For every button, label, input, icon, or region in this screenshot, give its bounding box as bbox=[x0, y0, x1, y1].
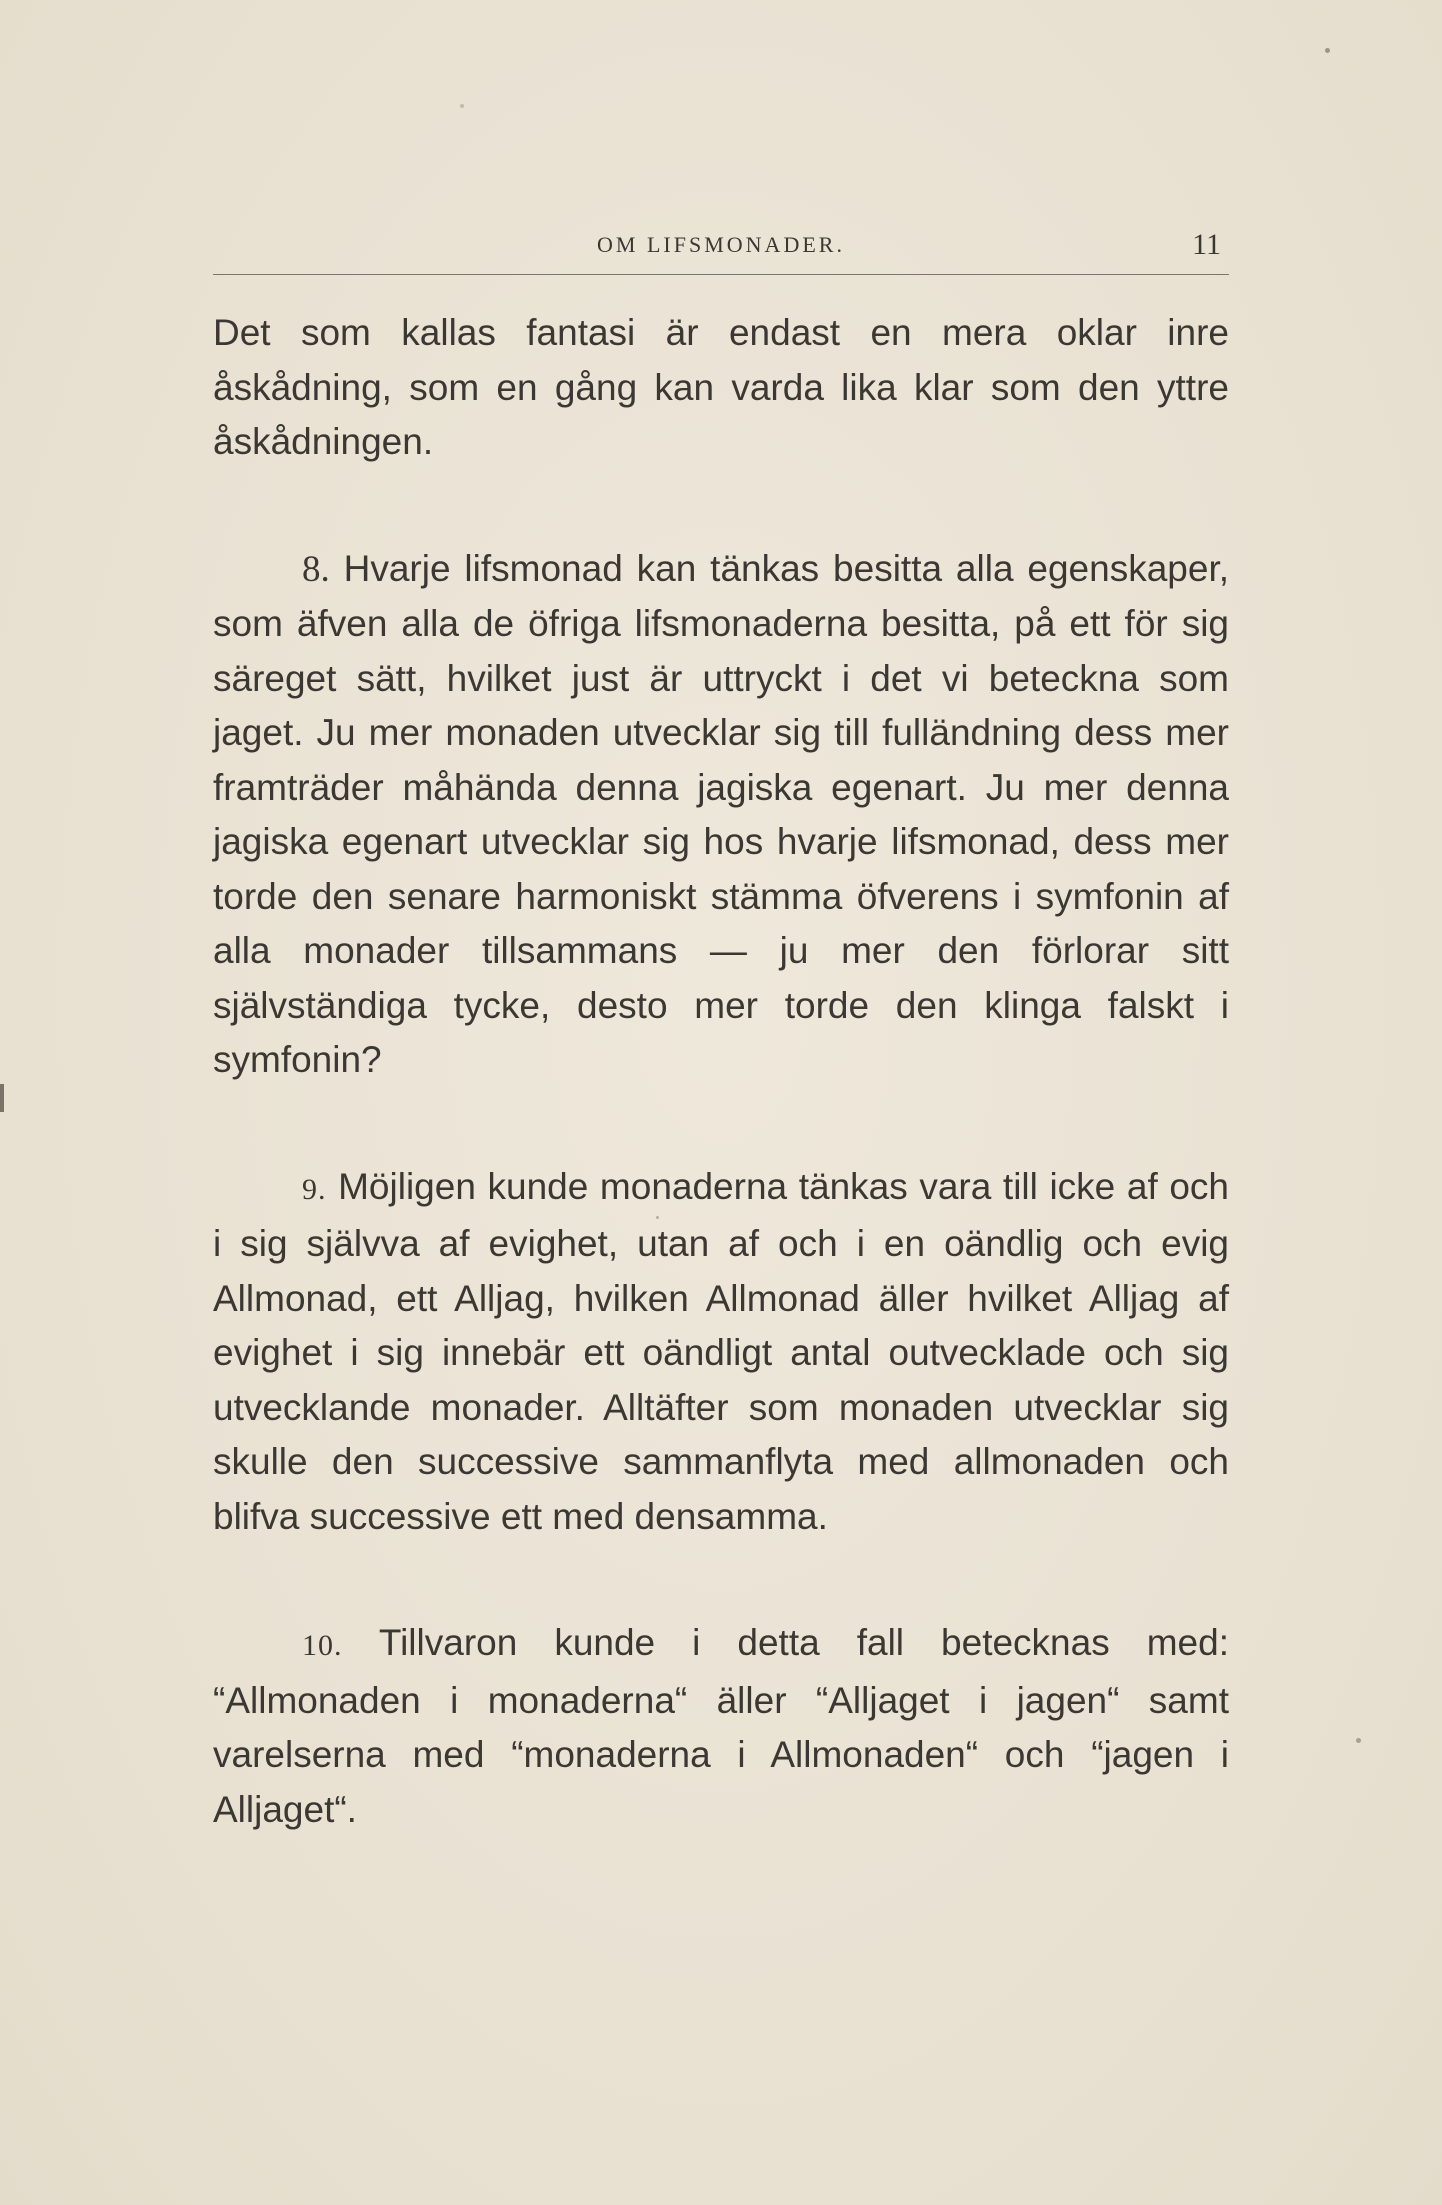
paragraph-8 bbox=[213, 542, 1229, 1088]
margin-mark bbox=[0, 1084, 4, 1112]
paragraph-continuation bbox=[213, 306, 1229, 470]
paragraph-9 bbox=[213, 1160, 1229, 1545]
paragraph-text: Det som kallas fantasi är endast en mera oklar inre åskådning, som en gång kan varda lika klar som den yttre åskådningen. bbox=[213, 312, 1229, 462]
paragraph-text: Hvarje lifsmonad kan tänkas besitta alla egenskaper, som äfven alla de öfriga lifsmonaderna besitta, på ett för sig säreget sätt, hvilket just är uttryckt i det vi beteckna som jaget. Ju mer monaden utvecklar sig till fulländning dess mer framträder måhända denna jagiska egenart. Ju mer denna jagiska egenart utvecklar sig hos hvarje lifsmonad, dess mer torde den senare harmoniskt stämma öfverens i symfonin af alla monader tillsammans — ju mer den förlorar sitt självständiga tycke, desto mer torde den klinga falskt i symfonin? bbox=[213, 547, 1230, 1080]
running-title: OM LIFSMONADER. bbox=[597, 232, 845, 257]
body-text bbox=[213, 306, 1229, 1837]
running-header bbox=[213, 224, 1229, 275]
paragraph-number: 9. bbox=[302, 1172, 327, 1206]
paragraph-number: 10. bbox=[302, 1629, 343, 1662]
paragraph-text: Möjligen kunde monaderna tänkas vara till icke af och i sig självva af evighet, utan af och i en oändlig och evig Allmonad, ett Alljag, hvilken Allmonad äller hvilket Alljag af evighet i sig innebär ett oändligt antal outvecklade och sig utvecklande monader. Alltäfter som monaden utvecklar sig skulle den successive sammanflyta med allmonaden och blifva successive ett med densamma. bbox=[213, 1165, 1229, 1537]
paper-speck bbox=[1325, 48, 1330, 53]
paragraph-10 bbox=[213, 1616, 1229, 1837]
paper-speck bbox=[460, 104, 464, 108]
paper-speck bbox=[1356, 1738, 1361, 1743]
paper-speck bbox=[656, 1216, 659, 1219]
paragraph-text: Tillvaron kunde i detta fall betecknas med: “Allmonaden i monaderna“ äller “Alljaget i jagen“ samt varelserna med “monaderna i Allmonaden“ och “jagen i Alljaget“. bbox=[213, 1622, 1229, 1830]
paragraph-number: 8. bbox=[302, 548, 330, 590]
page-number: 11 bbox=[1192, 228, 1221, 261]
